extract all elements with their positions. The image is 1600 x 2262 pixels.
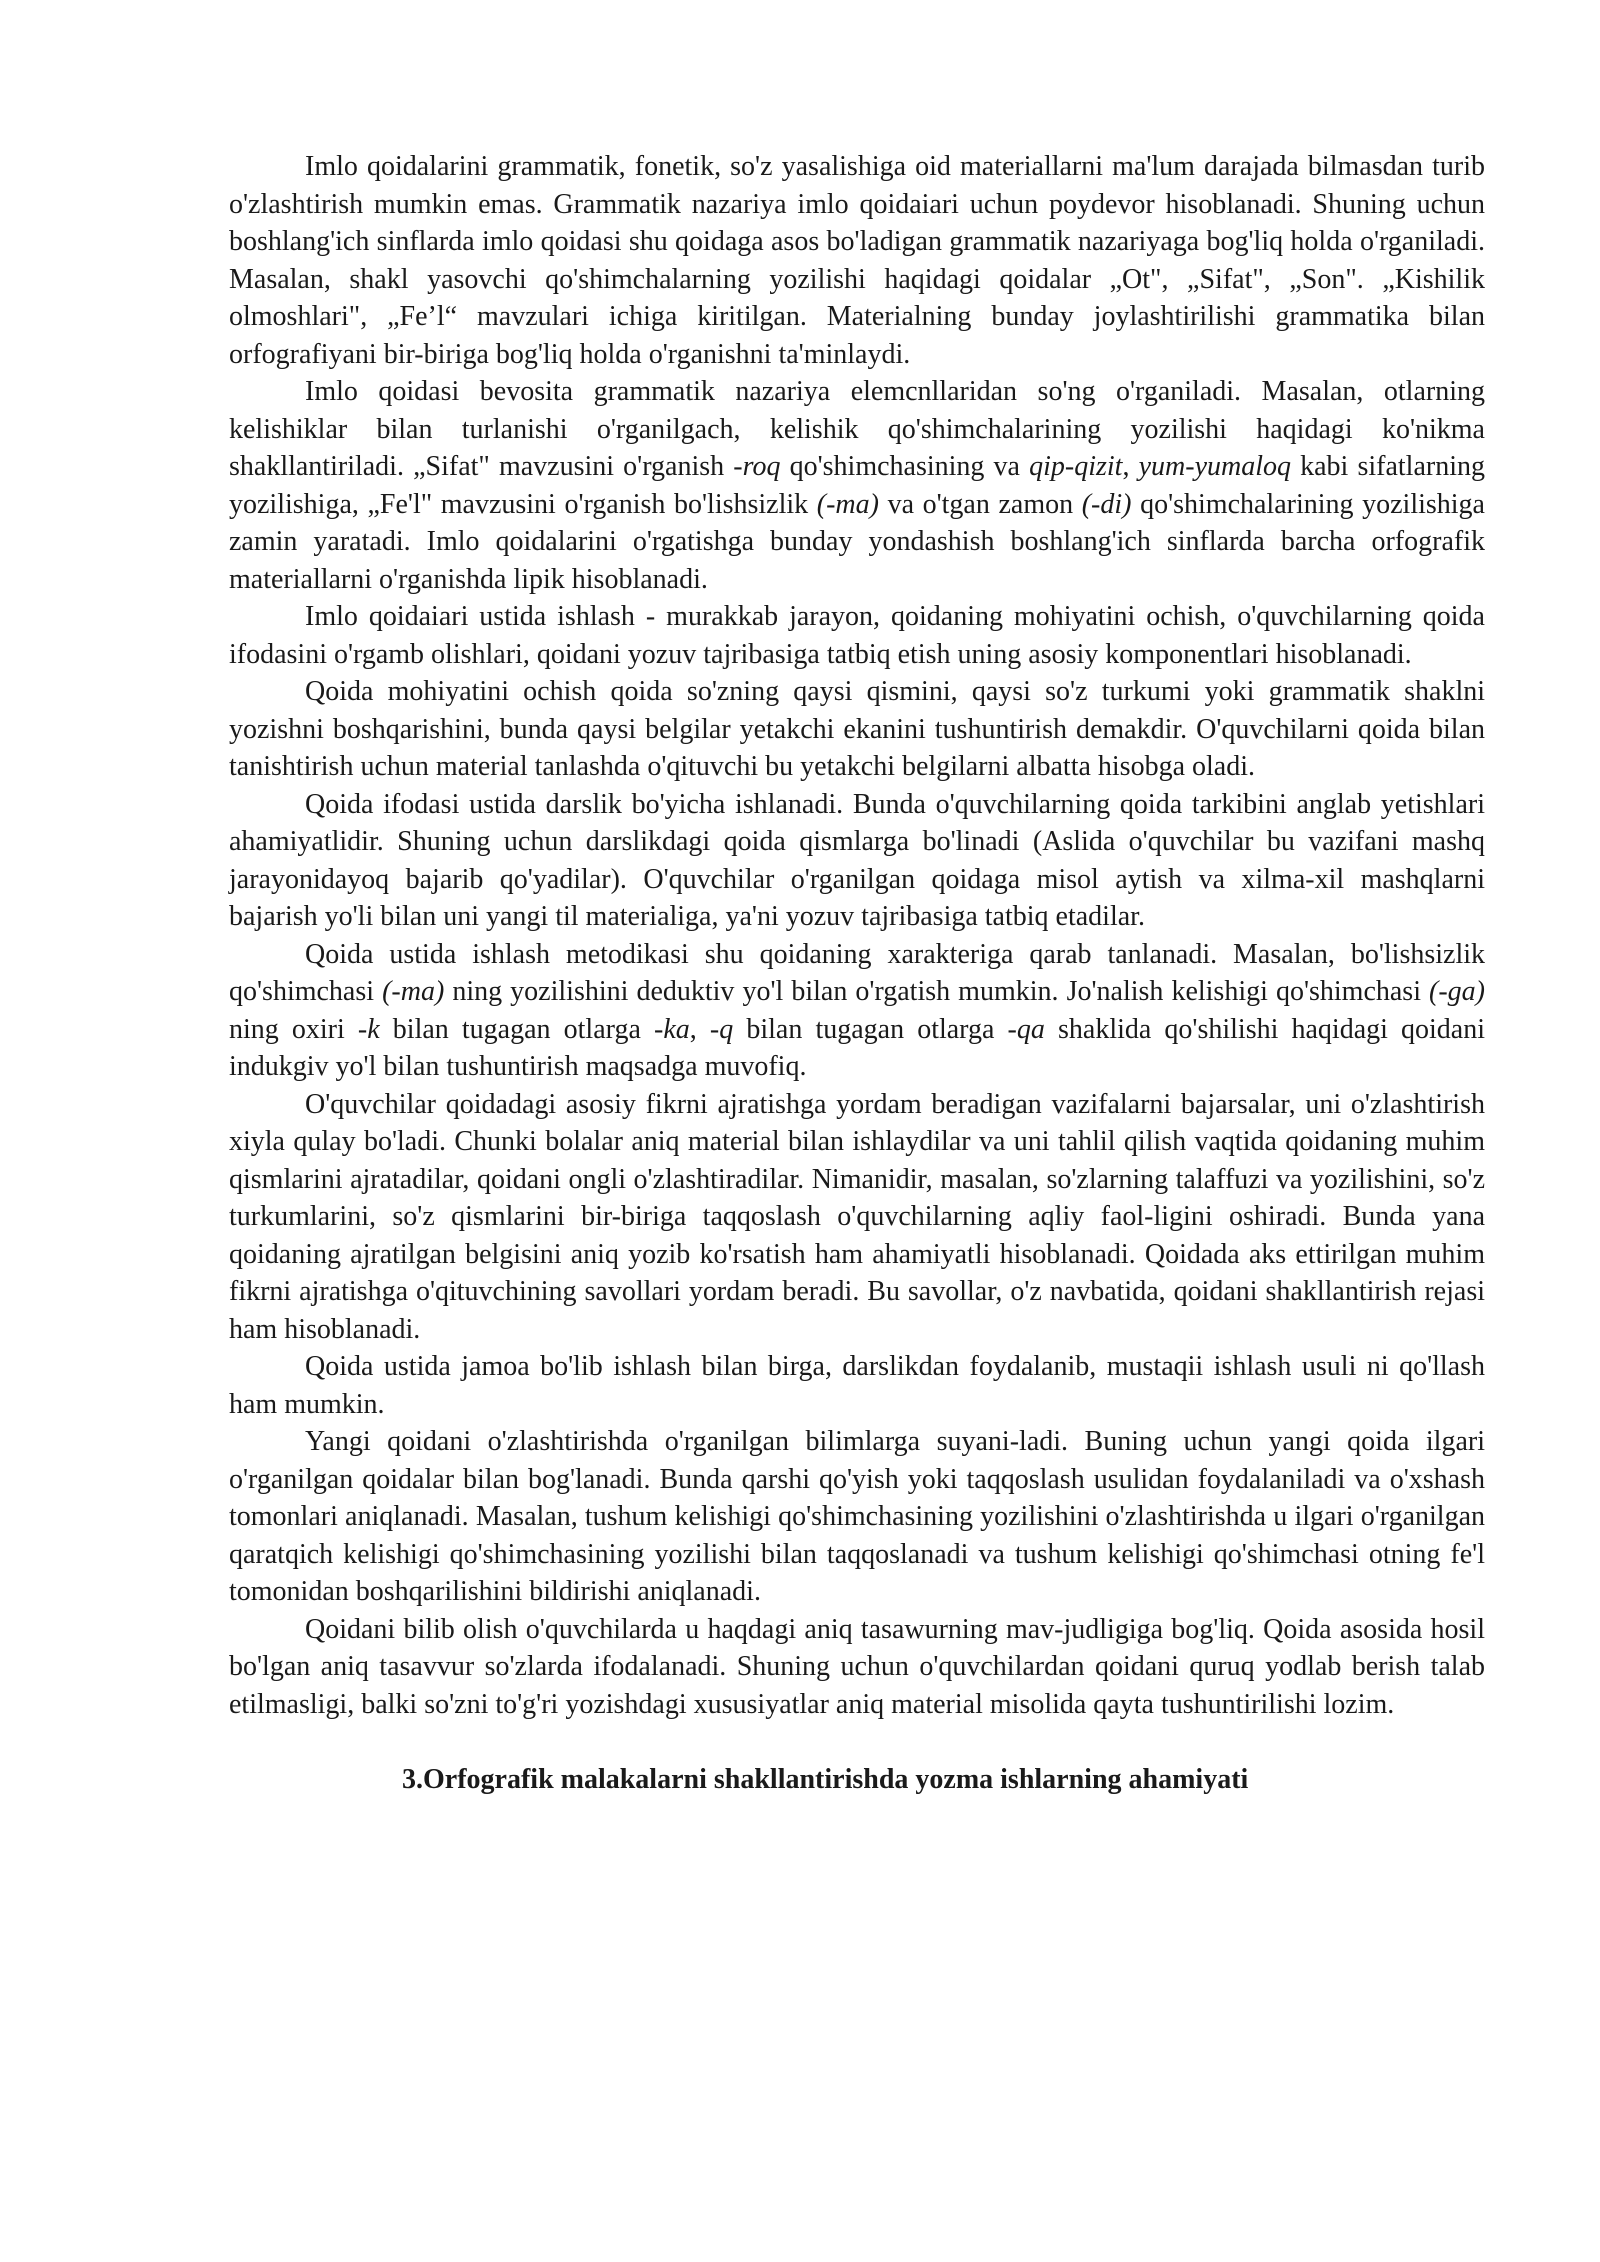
text-run: Imlo qoidaiari ustida ishlash - murakkab jarayon, qoidaning mohiyatini ochish, o'quvchilarning qoida ifodasini o'rgamb olishlari, qoidani yozuv tajribasiga tatbiq etish uning asosiy komponentlari hisoblanadi. [229, 601, 1485, 670]
paragraph [229, 373, 1485, 598]
paragraph [229, 1423, 1485, 1611]
text-run: , [689, 1013, 710, 1045]
italic-text: (-ma) [382, 976, 445, 1007]
paragraph [229, 148, 1485, 373]
italic-text: (-ma) [816, 488, 879, 520]
italic-text: -q [709, 1013, 734, 1045]
text-run: ning oxiri [229, 1013, 358, 1045]
text-run: Imlo qoidasi bevosita grammatik nazariya elemcnllaridan so'ng o'rganiladi. Masalan, otlarning kelishiklar bilan turlanishi o'rganilgach, kelishik qo'shimchalarining yozilishi haqidagi ko'nikma shakllantiriladi. „Sifat" mavzusini o'rganish [229, 376, 1485, 482]
paragraph [229, 598, 1485, 673]
italic-text: -roq [733, 451, 781, 482]
italic-text: qip-qizit [1029, 451, 1123, 482]
text-run: Qoida mohiyatini ochish qoida so'zning qaysi qismini, qaysi so'z turkumi yoki grammatik shaklni yozishni boshqarishini, bunda qaysi belgilar yetakchi ekanini tushuntirish demakdir. O'quvchilarni qoida bilan tanishtirish uchun material tanlashda o'qituvchi bu yetakchi belgilarni albatta hisobga oladi. [229, 676, 1485, 782]
text-run: bilan tugagan otlarga [379, 1013, 654, 1045]
text-run: bilan tugagan otlarga [733, 1013, 1008, 1045]
italic-text: -qa [1007, 1013, 1045, 1045]
text-run: Imlo qoidalarini grammatik, fonetik, so'z yasalishiga oid materiallarni ma'lum darajada bilmasdan turib o'zlashtirish mumkin emas. Grammatik nazariya imlo qoidaiari uchun poydevor hisoblanadi. Shuning uchun boshlang'ich sinflarda imlo qoidasi shu qoidaga asos bo'ladigan grammatik nazariyaga bog'liq holda o'rganiladi. Masalan, shakl yasovchi qo'shimchalarning yozilishi haqidagi qoidalar „Ot", „Sifat", „Son". „Kishilik olmoshlari", „Fe’l“ mavzulari ichiga kiritilgan. Materialning bunday joylashtirilishi grammatika bilan orfografiyani bir-biriga bog'liq holda o'rganishni ta'minlaydi. [229, 151, 1485, 370]
text-run: kabi sifatlarning yozilishiga, „Fe'l" mavzusini o'rganish bo'lishsizlik [229, 451, 1485, 520]
document-body [229, 148, 1485, 1723]
paragraph [229, 673, 1485, 786]
text-run: Qoida ifodasi ustida darslik bo'yicha ishlanadi. Bunda o'quvchilarning qoida tarkibini anglab yetishlari ahamiyatlidir. Shuning uchun darslikdagi qoida qismlarga bo'linadi (Aslida o'quvchilar bu vazifani mashq jarayonidayoq bajarib qo'yadilar). O'quvchilar o'rganilgan qoidaga misol aytish va xilma-xil mashqlarni bajarish yo'li bilan uni yangi til materialiga, ya'ni yozuv tajribasiga tatbiq etadilar. [229, 788, 1485, 932]
italic-text: (-ga) [1429, 976, 1486, 1007]
text-run: Qoida ustida ishlash metodikasi shu qoidaning xarakteriga qarab tanlanadi. Masalan, bo'lishsizlik qo'shimchasi [229, 938, 1485, 1007]
paragraph [229, 1611, 1485, 1724]
text-run: va o'tgan zamon [878, 488, 1082, 520]
paragraph [229, 786, 1485, 936]
text-run: Qoidani bilib olish o'quvchilarda u haqdagi aniq tasawurning mav-judligiga bog'liq. Qoida asosida hosil bo'lgan aniq tasavvur so'zlarda ifodalanadi. Shuning uchun o'quvchilardan qoidani quruq yodlab berish talab etilmasligi, balki so'zni to'g'ri yozishdagi xususiyatlar aniq material misolida qayta tushuntirilishi lozim. [229, 1613, 1485, 1720]
paragraph [229, 1086, 1485, 1349]
text-run: , [1122, 451, 1139, 482]
document-page [229, 148, 1485, 1799]
text-run: Qoida ustida jamoa bo'lib ishlash bilan birga, darslikdan foydalanib, mustaqii ishlash usuli ni qo'llash ham mumkin. [229, 1351, 1485, 1420]
text-run: Yangi qoidani o'zlashtirishda o'rganilgan bilimlarga suyani-ladi. Buning uchun yangi qoida ilgari o'rganilgan qoidalar bilan bog'lanadi. Bunda qarshi qo'yish yoki taqqoslash usulidan foydalaniladi va o'xshash tomonlari aniqlanadi. Masalan, tushum kelishigi qo'shimchasining yozilishini o'zlashtirishda u ilgari o'rganilgan qaratqich kelishigi qo'shimchasining yozilishi bilan taqqoslanadi va tushum kelishigi qo'shimchasi otning fe'l tomonidan boshqarilishini bildirishi aniqlanadi. [229, 1426, 1485, 1607]
text-run: ning yozilishini deduktiv yo'l bilan o'rgatish mumkin. Jo'nalish kelishigi qo'shimchasi [444, 976, 1430, 1007]
text-run: shaklida qo'shilishi haqidagi qoidani indukgiv yo'l bilan tushuntirish maqsadga muvofiq. [229, 1013, 1486, 1082]
italic-text: -k [357, 1013, 380, 1045]
italic-text: (-di) [1081, 488, 1132, 520]
italic-text: -ka [654, 1013, 690, 1045]
paragraph [229, 936, 1485, 1086]
text-run: qo'shimchasining va [780, 451, 1030, 482]
paragraph [229, 1348, 1485, 1423]
italic-text: yum-yumaloq [1138, 451, 1291, 482]
text-run: O'quvchilar qoidadagi asosiy fikrni ajratishga yordam beradigan vazifalarni bajarsalar, uni o'zlashtirish xiyla qulay bo'ladi. Chunki bolalar aniq material bilan ishlaydilar va uni tahlil qilish vaqtida qoidaning muhim qismlarini ajratadilar, qoidani ongli o'zlashtiradilar. Nimanidir, masalan, so'zlarning talaffuzi va yozilishini, so'z turkumlarini, so'z qismlarini bir-biriga taqqoslash o'quvchilarning aqliy faol-ligini oshiradi. Bunda yana qoidaning ajratilgan belgisini aniq yozib ko'rsatish ham ahamiyatli hisoblanadi. Qoidada aks ettirilgan muhim fikrni ajratishga o'qituvchining savollari yordam beradi. Bu savollar, o'z navbatida, qoidani shakllantirish rejasi ham hisoblanadi. [229, 1088, 1485, 1345]
text-run: qo'shimchalarining yozilishiga zamin yaratadi. Imlo qoidalarini o'rgatishga bunday yondashish boshlang'ich sinflarda barcha orfografik materiallarni o'rganishda lipik hisoblanadi. [229, 488, 1485, 595]
section-heading: 3.Orfografik malakalarni shakllantirishda yozma ishlarning ahamiyati [402, 1764, 1249, 1795]
